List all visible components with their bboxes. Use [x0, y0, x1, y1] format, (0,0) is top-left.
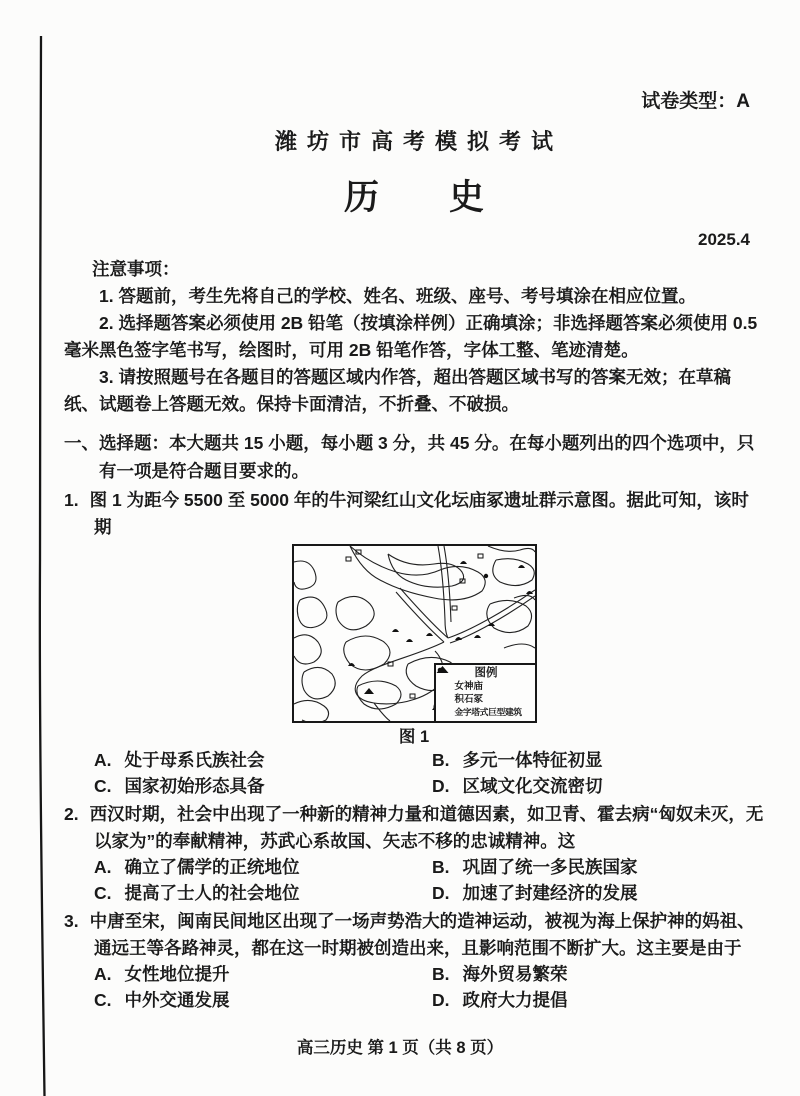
- legend-title: 图例: [474, 667, 498, 679]
- question-1-number: 1.: [64, 490, 79, 510]
- scan-edge-artifact: [0, 0, 60, 1096]
- legend-label: 积石冢: [454, 694, 484, 705]
- legend-item-stone-mound: [439, 693, 534, 706]
- question-2-option-c: C. 提高了士人的社会地位: [94, 882, 300, 903]
- question-2-option-a: A. 确立了儒学的正统地位: [94, 857, 300, 877]
- question-1-stem: [64, 487, 764, 540]
- question-1-option-b: B. 多元一体特征初显: [432, 750, 603, 770]
- question-2-options: [94, 855, 764, 906]
- legend-label: 女神庙: [454, 681, 484, 692]
- question-2-option-d: D. 加速了封建经济的发展: [432, 882, 638, 903]
- paper-type-label: 试卷类型：A: [641, 91, 750, 112]
- question-1-option-d: D. 区域文化交流密切: [432, 775, 603, 796]
- figure-1-map: [292, 544, 537, 723]
- question-3-option-a: A. 女性地位提升: [94, 964, 230, 984]
- question-2-option-b: B. 巩固了统一多民族国家: [432, 857, 638, 877]
- question-3-option-c: C. 中外交通发展: [94, 989, 230, 1010]
- notice-heading: 注意事项：: [92, 259, 180, 279]
- exam-date: 2025.4: [698, 230, 750, 249]
- notice-item-3: 3. 请按照题号在各题目的答题区域内作答，超出答题区域书写的答案无效；在草稿纸、试题卷上答题无效。保持卡面清洁，不折叠、不破损。: [64, 367, 731, 414]
- page-content: [64, 86, 764, 1013]
- question-1-option-c: C. 国家初始形态具备: [94, 775, 265, 796]
- legend-item-pyramid-building: [439, 706, 534, 719]
- legend-label: 金字塔式巨型建筑: [454, 707, 522, 717]
- question-1-options: [94, 748, 764, 799]
- figure-1: [292, 544, 537, 747]
- question-3-number: 3.: [64, 911, 79, 931]
- question-2-text: 西汉时期，社会中出现了一种新的精神力量和道德因素，如卫青、霍去病“匈奴未灭，无以家为”的奉献精神，苏武心系故国、矢志不移的忠诚精神。这: [89, 804, 764, 851]
- map-legend: [434, 663, 535, 721]
- section-1-heading: 一、选择题：本大题共 15 小题，每小题 3 分，共 45 分。在每小题列出的四个选项中，只有一项是符合题目要求的。: [64, 433, 755, 481]
- legend-item-goddess-temple: [439, 680, 534, 693]
- figure-1-caption: 图 1: [398, 728, 430, 746]
- question-2-number: 2.: [64, 804, 79, 824]
- question-3-stem: [64, 908, 764, 961]
- question-2-stem: [64, 801, 764, 854]
- question-3-option-b: B. 海外贸易繁荣: [432, 964, 568, 984]
- question-3-text: 中唐至宋，闽南民间地区出现了一场声势浩大的造神运动，被视为海上保护神的妈祖、通远王等各路神灵，都在这一时期被创造出来，且影响范围不断扩大。这主要是由于: [89, 911, 755, 958]
- question-1-text: 图 1 为距今 5500 至 5000 年的牛河梁红山文化坛庙冢遗址群示意图。据此可知，该时期: [89, 490, 749, 537]
- question-1-option-a: A. 处于母系氏族社会: [94, 750, 265, 770]
- page-footer: 高三历史 第 1 页（共 8 页）: [296, 1039, 504, 1057]
- notice-item-2: 2. 选择题答案必须使用 2B 铅笔（按填涂样例）正确填涂；非选择题答案必须使用 0.5 毫米黑色签字笔书写，绘图时，可用 2B 铅笔作答，字体工整、笔迹清楚。: [64, 313, 758, 360]
- notice-item-1: 1. 答题前，考生先将自己的学校、姓名、班级、座号、考号填涂在相应位置。: [99, 286, 696, 306]
- subject-title: 历 史: [343, 178, 484, 217]
- question-3-option-d: D. 政府大力提倡: [432, 989, 568, 1010]
- question-3-options: [94, 962, 764, 1013]
- exam-title: 潍坊市高考模拟考试: [274, 129, 563, 154]
